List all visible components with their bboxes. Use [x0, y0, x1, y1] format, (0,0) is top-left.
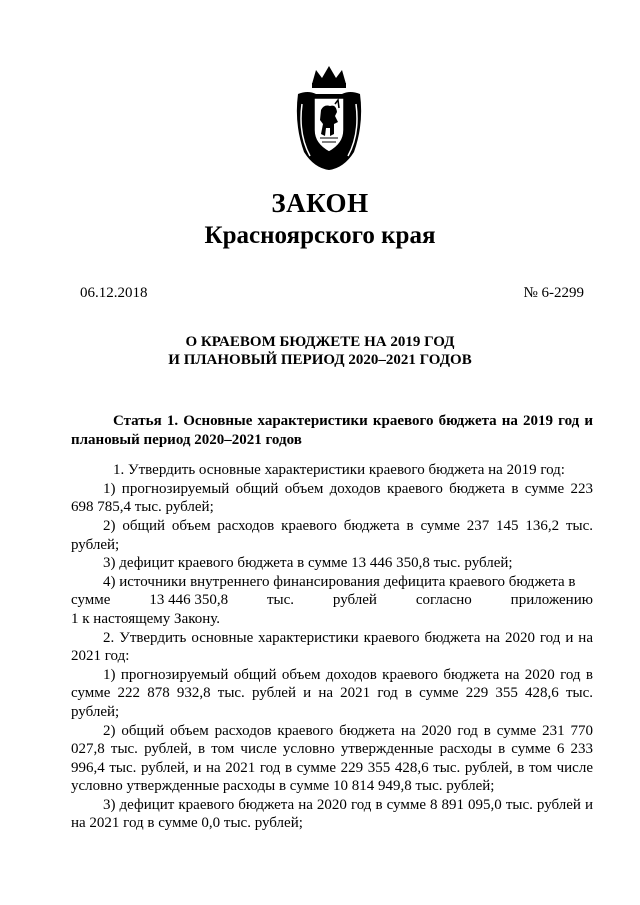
- paragraph-2-item-3: 3) дефицит краевого бюджета на 2020 год в сумме 8 891 095,0 тыс. рублей и на 2021 год в сумме 0,0 тыс. рублей;: [71, 796, 593, 832]
- word: приложению: [510, 592, 593, 609]
- law-subject-line-2: И ПЛАНОВЫЙ ПЕРИОД 2020–2021 ГОДОВ: [168, 352, 472, 368]
- document-subtitle: Красноярского края: [204, 222, 436, 249]
- paragraph-1-item-4-line-2: [71, 591, 593, 610]
- paragraph-1-item-4-line-1: 4) источники внутреннего финансирования дефицита краевого бюджета в: [103, 573, 576, 590]
- paragraph-1-item-3: 3) дефицит краевого бюджета в сумме 13 446 350,8 тыс. рублей;: [103, 555, 513, 572]
- paragraph-2-item-1: 1) прогнозируемый общий объем доходов краевого бюджета на 2020 год в сумме 222 878 932,8 тыс. рублей и на 2021 год в сумме 229 355 428,6 тыс. рублей;: [71, 666, 593, 720]
- coat-of-arms-icon: [290, 64, 368, 174]
- word: рублей: [332, 592, 377, 609]
- word: согласно: [415, 592, 472, 609]
- document-body: [71, 412, 593, 833]
- document-title: ЗАКОН: [271, 188, 369, 218]
- paragraph-1-item-4-line-3: 1 к настоящему Закону.: [71, 610, 221, 627]
- paragraph-2-item-2: 2) общий объем расходов краевого бюджета на 2020 год в сумме 231 770 027,8 тыс. рублей, в том числе условно утвержденные расходы в сумме 6 233 996,4 тыс. рублей, и на 2021 год в сумме 229 355 428,6 тыс. рублей, в том числе условно утвержденные расходы в сумме 10 814 949,8 тыс. рублей;: [71, 722, 593, 795]
- law-subject-line-1: О КРАЕВОМ БЮДЖЕТЕ НА 2019 ГОД: [185, 334, 455, 350]
- paragraph-2: 2. Утвердить основные характеристики краевого бюджета на 2020 год и на 2021 год:: [71, 629, 593, 665]
- word: сумме: [71, 592, 111, 609]
- article-heading: Статья 1. Основные характеристики краевого бюджета на 2019 год и плановый период 2020–2021 годов: [71, 413, 593, 448]
- law-subject: [0, 333, 640, 369]
- paragraph-1-item-1: 1) прогнозируемый общий объем доходов краевого бюджета в сумме 223 698 785,4 тыс. рублей;: [71, 480, 593, 516]
- paragraph-1-item-2: 2) общий объем расходов краевого бюджета в сумме 237 145 136,2 тыс. рублей;: [71, 517, 593, 553]
- document-number: № 6-2299: [523, 285, 584, 301]
- paragraph-1: 1. Утвердить основные характеристики краевого бюджета на 2019 год:: [113, 462, 565, 479]
- word: тыс.: [266, 592, 295, 609]
- document-date: 06.12.2018: [80, 285, 148, 301]
- word: 13 446 350,8: [149, 592, 229, 609]
